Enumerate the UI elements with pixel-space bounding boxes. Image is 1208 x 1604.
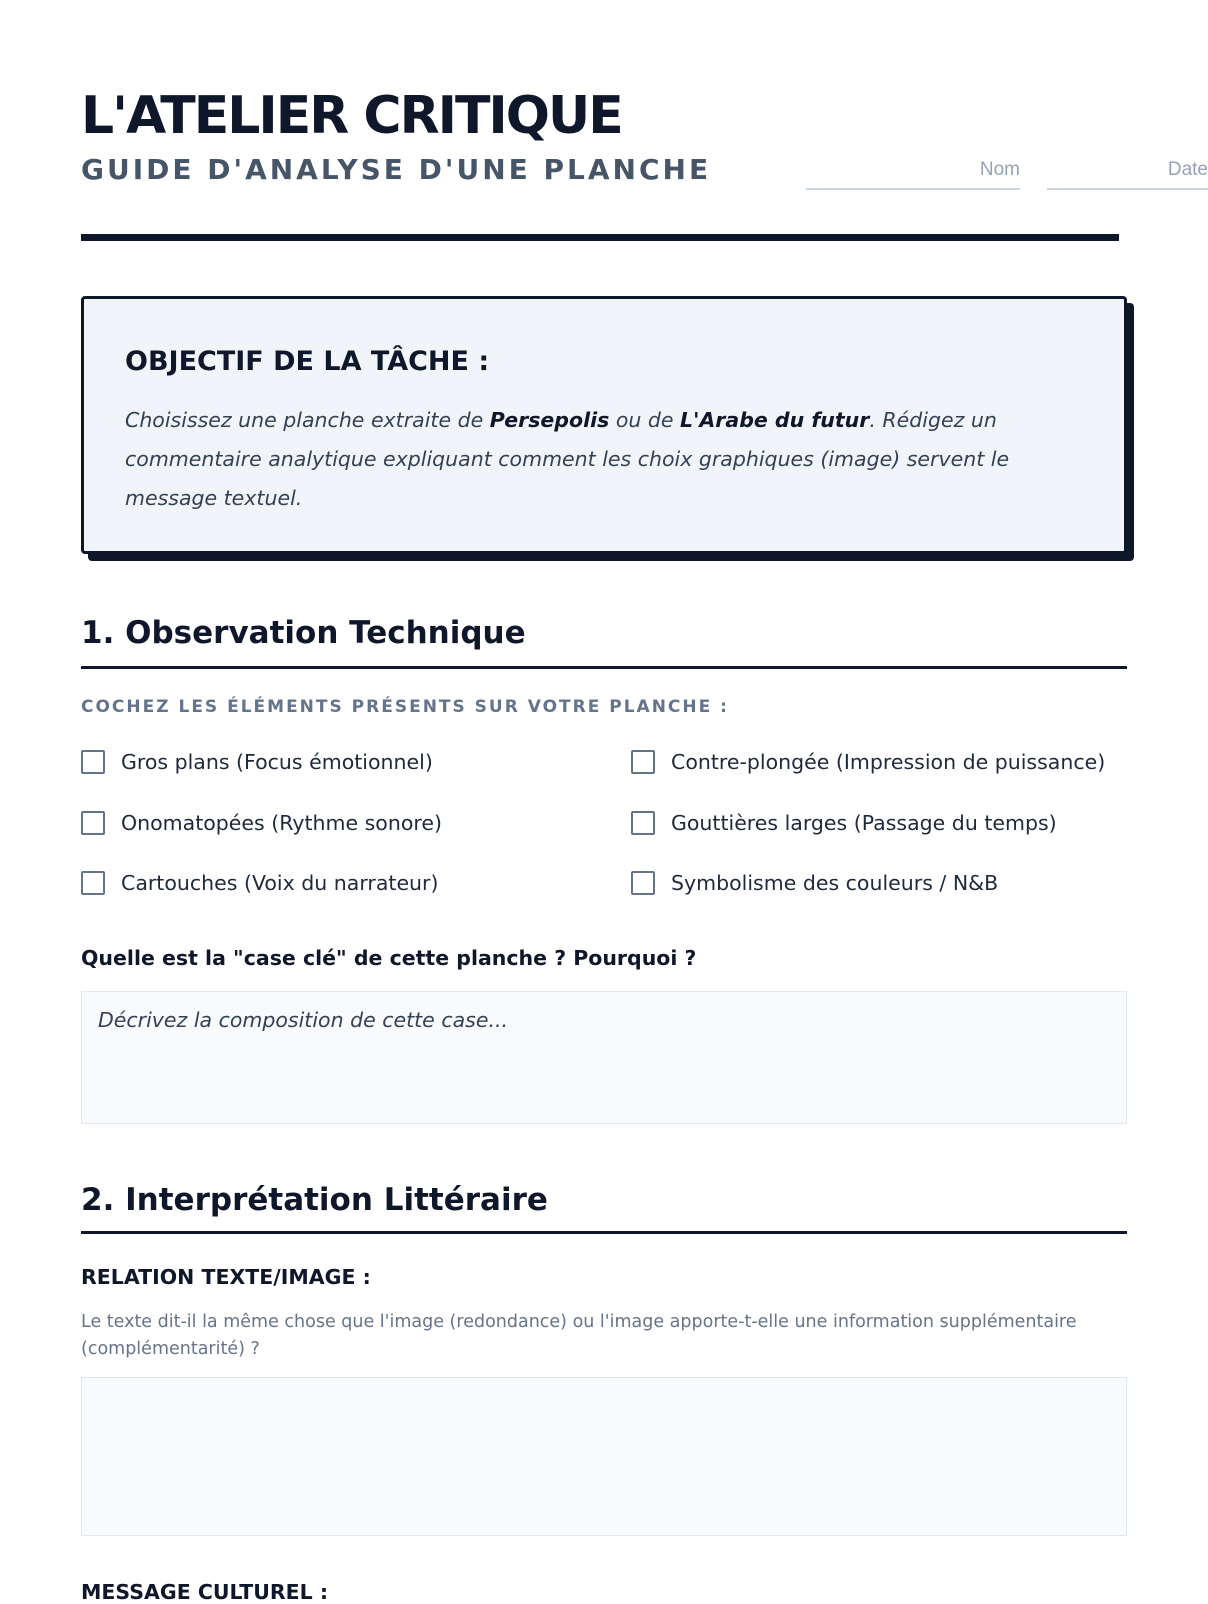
objective-text-start: Choisissez une planche extraite de (125, 408, 490, 432)
objective-text-middle: ou de (609, 408, 681, 432)
section-heading-observation: 1. Observation Technique (81, 612, 1127, 669)
checklist-item-label: Onomatopées (Rythme sonore) (121, 811, 442, 835)
checklist-item-gros-plans[interactable] (81, 748, 433, 776)
checkbox[interactable] (81, 871, 105, 895)
name-field[interactable]: Nom (806, 154, 1020, 190)
key-panel-question: Quelle est la "case clé" de cette planche ? Pourquoi ? (81, 946, 697, 970)
checklist-item-label: Symbolisme des couleurs / N&B (671, 871, 999, 895)
checkbox[interactable] (631, 871, 655, 895)
relation-hint: Le texte dit-il la même chose que l'image (redondance) ou l'image apporte-t-elle une information supplémentaire (complémentarité) ? (81, 1312, 1077, 1359)
checklist-item-label: Gros plans (Focus émotionnel) (121, 750, 433, 774)
header (81, 0, 1208, 243)
key-panel-answer-field[interactable]: Décrivez la composition de cette case... (81, 991, 1127, 1124)
page-subtitle: GUIDE D'ANALYSE D'UNE PLANCHE (81, 153, 712, 186)
objective-heading: OBJECTIF DE LA TÂCHE : (125, 346, 490, 377)
relation-label: RELATION TEXTE/IMAGE : (81, 1265, 371, 1289)
work-title-persepolis: Persepolis (489, 408, 610, 432)
checklist-item-gouttieres[interactable] (631, 809, 1057, 837)
checklist-item-onomatopees[interactable] (81, 809, 442, 837)
checklist-item-label: Gouttières larges (Passage du temps) (671, 811, 1057, 835)
checklist-item-label: Contre-plongée (Impression de puissance) (671, 750, 1106, 774)
objective-text (125, 401, 1083, 518)
checkbox[interactable] (81, 750, 105, 774)
checklist-item-contre-plongee[interactable] (631, 748, 1105, 776)
page-title: L'ATELIER CRITIQUE (81, 86, 622, 146)
checklist-item-couleurs[interactable] (631, 869, 998, 897)
relation-answer-field[interactable] (81, 1377, 1127, 1536)
objective-box (81, 296, 1127, 554)
message-label: MESSAGE CULTUREL : (81, 1580, 329, 1604)
header-divider (81, 234, 1119, 241)
section-heading-interpretation: 2. Interprétation Littéraire (81, 1179, 1127, 1234)
checklist-label: COCHEZ LES ÉLÉMENTS PRÉSENTS SUR VOTRE PLANCHE : (81, 697, 729, 717)
checkbox[interactable] (631, 811, 655, 835)
date-field[interactable]: Date (1047, 154, 1208, 190)
work-title-arabe-du-futur: L'Arabe du futur (680, 408, 870, 432)
checklist-item-cartouches[interactable] (81, 869, 438, 897)
checklist-item-label: Cartouches (Voix du narrateur) (121, 871, 439, 895)
checkbox[interactable] (631, 750, 655, 774)
checkbox[interactable] (81, 811, 105, 835)
objective-text-end: . Rédigez un commentaire analytique expliquant comment les choix graphiques (image) servent le message textuel. (125, 408, 1010, 510)
